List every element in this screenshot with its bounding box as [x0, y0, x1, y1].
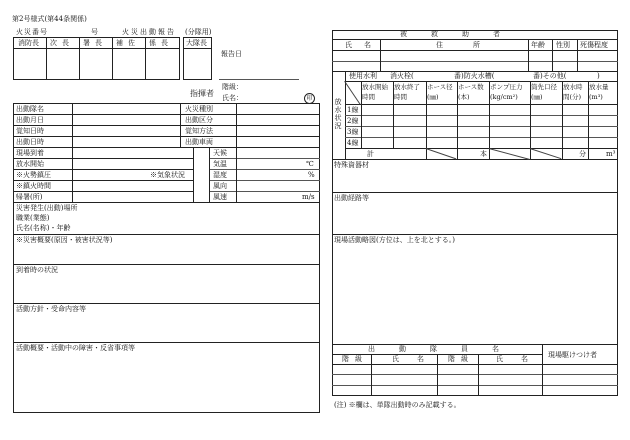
approval-label-3: 署長	[83, 39, 107, 47]
humidity-unit: %	[308, 171, 315, 179]
occupation-label: 職業(業態)	[16, 214, 50, 222]
weather-label: 天候	[213, 149, 227, 157]
water-group-label: 放水状況	[334, 98, 342, 130]
water-column-header-2-line-2: 時間	[394, 93, 407, 101]
water-column-header-4-line-2: (本)	[458, 93, 470, 101]
water-column-header-2-line-1: 放水終了	[394, 83, 420, 91]
line-4: 4線	[347, 139, 359, 147]
rescue-age: 年齢	[531, 41, 545, 49]
total-unit-vol: m³	[606, 150, 616, 158]
seal-mark: 印	[304, 93, 315, 104]
late-arrivals-label: 現場駆けつけ者	[548, 351, 597, 359]
roster-rank-1: 階級	[342, 355, 368, 363]
approval-label-1: 消防長	[18, 39, 39, 47]
vehicle-label: 出動車両	[185, 138, 213, 146]
name-label: 氏名：	[222, 94, 243, 102]
humidity-label: 湿度	[213, 171, 227, 179]
aware-time-label: 覚知日時	[16, 127, 44, 135]
form-title: 第2号様式(第44条関係)	[12, 15, 87, 23]
fire-type-label: 火災種別	[185, 105, 213, 113]
line-3: 3線	[347, 128, 359, 136]
water-column-header-5-line-1: ポンプ圧力	[490, 83, 523, 91]
dispatch-unit-label: 出動隊名	[16, 105, 44, 113]
origin-place-label: 災害発生(出動)場所	[16, 204, 78, 212]
report-title: 火災出動報告	[122, 28, 176, 36]
approval-label-4: 補佐	[116, 39, 140, 47]
water-source-1: 使用水利	[349, 72, 377, 80]
water-column-header-6-line-1: 筒先口径	[531, 83, 557, 91]
number-suffix: 号	[91, 28, 98, 36]
report-date-label: 報告日	[221, 50, 242, 58]
special-equipment-label: 特殊資器材	[334, 161, 369, 169]
rescue-address: 住所	[436, 41, 510, 49]
arrival-label: 現場到着	[16, 149, 44, 157]
rescue-injury: 死傷程度	[580, 41, 608, 49]
water-total: 計	[367, 150, 374, 158]
water-column-header-7-line-2: 間(分)	[563, 93, 582, 101]
person-label: 氏名(名称)・年齢	[16, 224, 71, 232]
water-column-header-8-line-2: (m³)	[589, 93, 603, 101]
water-start-label: 放水開始	[16, 160, 44, 168]
aware-method-label: 覚知方法	[185, 127, 213, 135]
wind-unit: m/s	[302, 193, 315, 201]
water-source-2: 消火栓(	[390, 72, 414, 80]
approval-label-5: 係長	[149, 39, 173, 47]
water-source-3: 番)防火水槽(	[454, 72, 495, 80]
temp-unit: ℃	[306, 160, 314, 168]
fire-number-label: 火災番号	[16, 28, 48, 36]
commander-label: 指揮者	[190, 89, 214, 98]
rank-label: 階級：	[222, 83, 243, 91]
total-unit-hose: 本	[480, 150, 487, 158]
rescue-name: 氏名	[345, 41, 383, 49]
sketch-label: 現場活動略図(方位は、上を北とする。)	[334, 236, 455, 244]
water-column-header-6-line-2: (㎜)	[531, 93, 543, 101]
division-label: (分隊用)	[185, 28, 212, 36]
water-column-header-3-line-1: ホース径	[427, 83, 453, 91]
wind-speed-label: 風速	[213, 193, 227, 201]
footnote: (注) ※欄は、単隊出動時のみ記載する。	[334, 401, 461, 409]
water-source-5: )	[597, 72, 600, 80]
roster-name-2: 氏名	[496, 355, 546, 363]
water-column-header-1-line-2: 時間	[362, 93, 375, 101]
water-column-header-4-line-1: ホース数	[458, 83, 484, 91]
route-label: 出動経路等	[334, 194, 369, 202]
activity-label: 活動概要・活動中の障害・反省事項等	[16, 344, 135, 352]
water-column-header-5-line-2: (kg/cm²)	[490, 93, 518, 101]
weather-group-text: ※気象状況	[150, 171, 185, 179]
line-2: 2線	[347, 117, 359, 125]
fire-out-label: ※鎮火時間	[16, 182, 51, 190]
rescue-title: 被救助者	[400, 30, 524, 38]
captain-label: 大隊長	[186, 39, 207, 47]
policy-label: 活動方針・受命内容等	[16, 305, 86, 313]
dispatch-date-label: 出動月日	[16, 116, 44, 124]
dispatch-time-label: 出動日時	[16, 138, 44, 146]
return-label: 帰署(所)	[16, 193, 43, 201]
arrival-status-label: 到着時の状況	[16, 266, 58, 274]
dispatch-class-label: 出動区分	[185, 116, 213, 124]
line-1: 1線	[347, 106, 359, 114]
fire-suppressed-label: ※火勢鎮圧	[16, 171, 51, 179]
left-table	[13, 103, 320, 413]
roster-name-1: 氏名	[392, 355, 442, 363]
water-source-4: 番)その他(	[533, 72, 567, 80]
water-column-header-7-line-1: 放水時	[563, 83, 583, 91]
roster-rank-2: 階級	[448, 355, 474, 363]
roster-title: 出動隊員名	[368, 345, 523, 353]
water-column-header-8-line-1: 放水量	[589, 83, 609, 91]
wind-dir-label: 風向	[213, 182, 227, 190]
temperature-label: 気温	[213, 160, 227, 168]
total-unit-min: 分	[579, 150, 586, 158]
approval-label-2: 次長	[50, 39, 74, 47]
rescue-sex: 性別	[556, 41, 570, 49]
overview-label: ※災害概要(原因・被害状況等)	[16, 236, 113, 244]
water-column-header-1-line-1: 放水開始	[362, 83, 388, 91]
water-column-header-3-line-2: (㎜)	[427, 93, 439, 101]
